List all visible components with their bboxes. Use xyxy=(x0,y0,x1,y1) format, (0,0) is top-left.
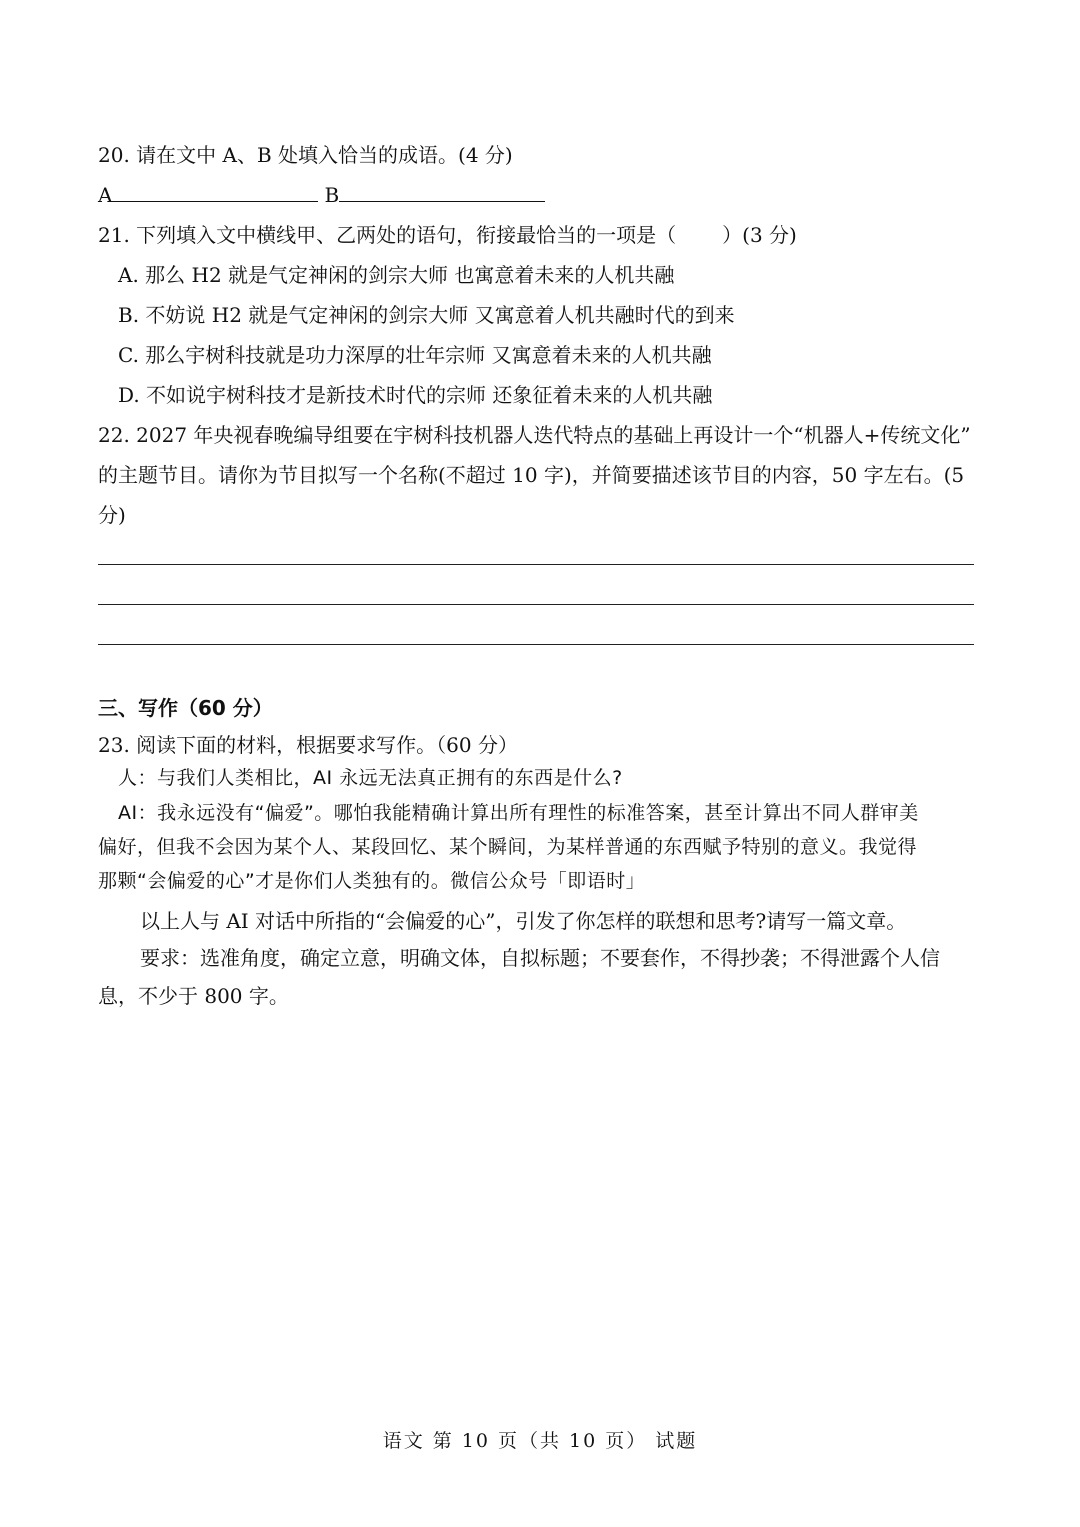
q23-dialog-human: 人：与我们人类相比，AI 永远无法真正拥有的东西是什么? xyxy=(118,767,623,789)
q23-dialog-ai-line-1: AI：我永远没有“偏爱”。哪怕我能精确计算出所有理性的标准答案，甚至计算出不同人群审美 xyxy=(118,802,919,824)
q21-option-a: A. 那么 H2 就是气定神闲的剑宗大师 也寓意着未来的人机共融 xyxy=(118,263,675,287)
q23-dialog-ai-line-2: 偏好，但我不会因为某个人、某段回忆、某个瞬间，为某样普通的东西赋予特别的意义。我觉得 xyxy=(98,836,918,858)
q22-line-2: 的主题节目。请你为节目拟写一个名称(不超过 10 字)，并简要描述该节目的内容，50 字左右。(5 xyxy=(98,463,965,487)
q22-answer-line-2[interactable] xyxy=(98,604,974,605)
q22-line-1: 22. 2027 年央视春晚编导组要在宇树科技机器人迭代特点的基础上再设计一个“机器人+传统文化” xyxy=(98,423,971,447)
q23-dialog-ai-line-3: 那颗“会偏爱的心”才是你们人类独有的。微信公众号「即语时」 xyxy=(98,870,646,892)
q22-answer-line-1[interactable] xyxy=(98,564,974,565)
page-footer: 语文 第 10 页（共 10 页） 试题 xyxy=(382,1430,698,1452)
q21-stem-text: 21. 下列填入文中横线甲、乙两处的语句，衔接最恰当的一项是（ xyxy=(98,223,677,247)
section-3-title: 三、写作（60 分） xyxy=(98,696,273,720)
q20-stem: 20. 请在文中 A、B 处填入恰当的成语。(4 分) xyxy=(98,143,513,167)
q23-requirements-line-1: 要求：选准角度，确定立意，明确文体，自拟标题；不要套作，不得抄袭；不得泄露个人信 xyxy=(140,946,940,970)
q20-label-a: A xyxy=(98,183,113,207)
q20-answer-row xyxy=(98,183,551,207)
q21-option-d: D. 不如说宇树科技才是新技术时代的宗师 还象征着未来的人机共融 xyxy=(118,383,713,407)
q22-answer-line-3[interactable] xyxy=(98,644,974,645)
q21-option-b: B. 不妨说 H2 就是气定神闲的剑宗大师 又寓意着人机共融时代的到来 xyxy=(118,303,735,327)
q20-label-b: B xyxy=(324,183,340,207)
q23-requirements-line-2: 息，不少于 800 字。 xyxy=(98,984,289,1008)
q20-blank-b[interactable] xyxy=(339,183,545,202)
q20-blank-a[interactable] xyxy=(112,183,318,202)
q21-stem-score: ）(3 分) xyxy=(722,223,797,247)
q22-line-3: 分) xyxy=(98,503,126,527)
q23-stem: 23. 阅读下面的材料，根据要求写作。（60 分） xyxy=(98,733,518,757)
q21-option-c: C. 那么宇树科技就是功力深厚的壮年宗师 又寓意着未来的人机共融 xyxy=(118,343,712,367)
q21-stem xyxy=(98,223,797,247)
q23-prompt: 以上人与 AI 对话中所指的“会偏爱的心”，引发了你怎样的联想和思考?请写一篇文章。 xyxy=(140,909,907,933)
